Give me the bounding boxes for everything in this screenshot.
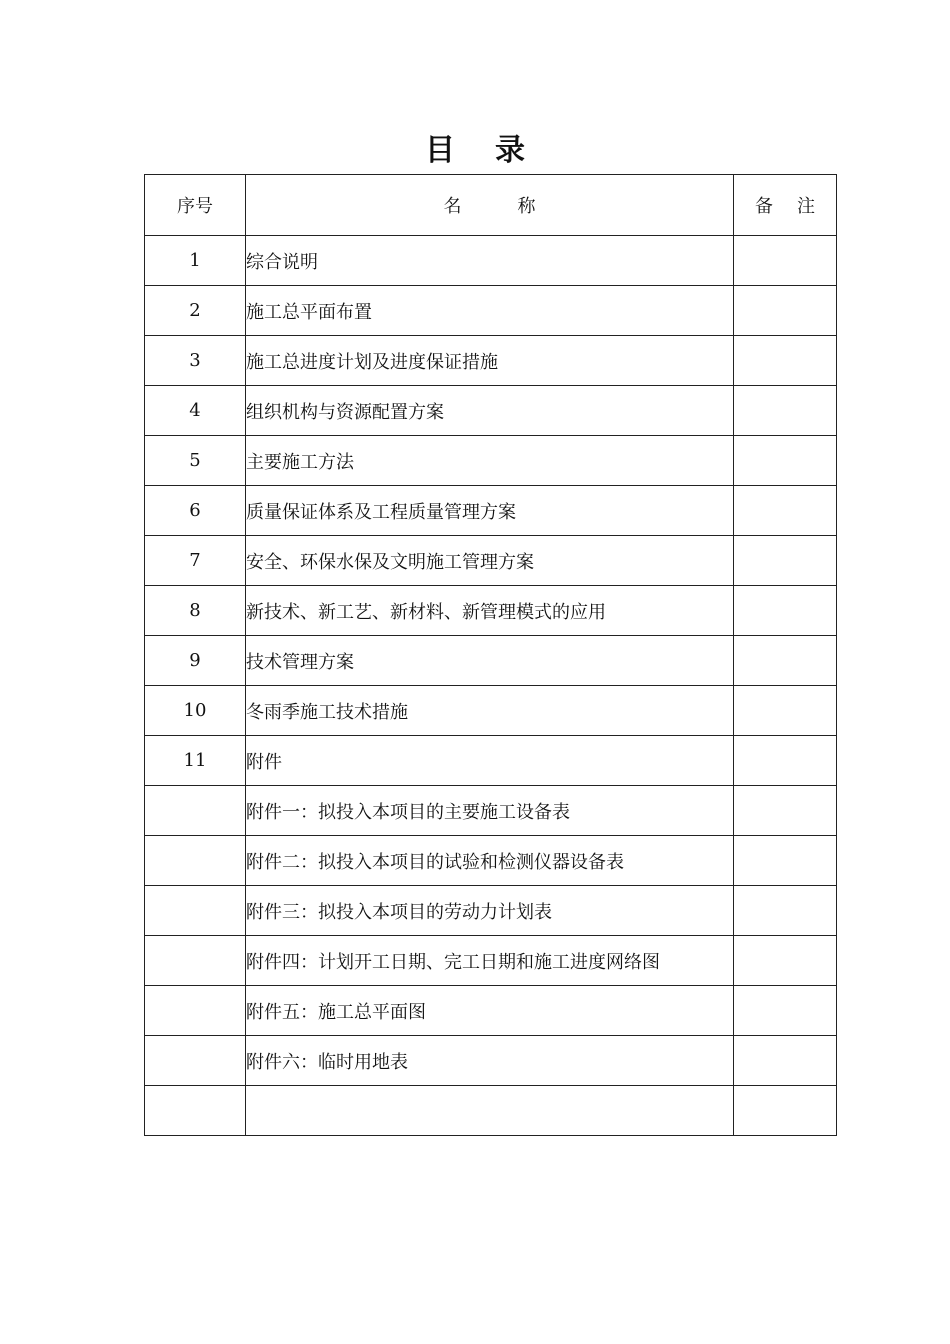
row-note — [734, 386, 837, 436]
row-note — [734, 336, 837, 386]
row-number: 1 — [145, 236, 246, 286]
row-title: 冬雨季施工技术措施 — [246, 686, 734, 736]
table-row — [145, 236, 837, 286]
row-note — [734, 786, 837, 836]
table-row — [145, 886, 837, 936]
table-row — [145, 736, 837, 786]
row-title: 附件四：计划开工日期、完工日期和施工进度网络图 — [246, 936, 734, 986]
header-name — [246, 175, 734, 236]
row-note — [734, 536, 837, 586]
row-note — [734, 286, 837, 336]
page-title — [0, 128, 950, 174]
row-number: 3 — [145, 336, 246, 386]
row-number: 9 — [145, 636, 246, 686]
title-char-2: 录 — [495, 133, 525, 168]
row-number — [145, 886, 246, 936]
row-number: 5 — [145, 436, 246, 486]
title-char-1: 目 — [425, 133, 455, 168]
row-title: 附件 — [246, 736, 734, 786]
row-title: 主要施工方法 — [246, 436, 734, 486]
table-row — [145, 686, 837, 736]
row-title: 综合说明 — [246, 236, 734, 286]
header-note — [734, 175, 837, 236]
row-title: 附件二：拟投入本项目的试验和检测仪器设备表 — [246, 836, 734, 886]
table-row — [145, 1086, 837, 1136]
table-row — [145, 286, 837, 336]
row-title: 附件一：拟投入本项目的主要施工设备表 — [246, 786, 734, 836]
table-row — [145, 436, 837, 486]
row-number: 7 — [145, 536, 246, 586]
row-number — [145, 936, 246, 986]
row-number: 2 — [145, 286, 246, 336]
row-note — [734, 886, 837, 936]
table-row — [145, 936, 837, 986]
row-number: 10 — [145, 686, 246, 736]
row-title: 新技术、新工艺、新材料、新管理模式的应用 — [246, 586, 734, 636]
row-note — [734, 636, 837, 686]
table-header-row — [145, 175, 837, 236]
row-title: 附件六：临时用地表 — [246, 1036, 734, 1086]
row-title: 组织机构与资源配置方案 — [246, 386, 734, 436]
table-row — [145, 586, 837, 636]
table-row — [145, 1036, 837, 1086]
row-title: 技术管理方案 — [246, 636, 734, 686]
table-of-contents — [144, 174, 837, 1136]
row-title: 附件五：施工总平面图 — [246, 986, 734, 1036]
row-note — [734, 836, 837, 886]
table-row — [145, 986, 837, 1036]
table-row — [145, 336, 837, 386]
table-row — [145, 836, 837, 886]
row-number — [145, 786, 246, 836]
table-row — [145, 636, 837, 686]
row-title: 施工总进度计划及进度保证措施 — [246, 336, 734, 386]
table-row — [145, 486, 837, 536]
header-no: 序号 — [145, 175, 246, 236]
row-note — [734, 986, 837, 1036]
row-number — [145, 836, 246, 886]
header-note-char-1: 备 — [755, 196, 773, 217]
row-note — [734, 936, 837, 986]
row-title: 附件三：拟投入本项目的劳动力计划表 — [246, 886, 734, 936]
row-note — [734, 736, 837, 786]
row-title: 施工总平面布置 — [246, 286, 734, 336]
table-row — [145, 536, 837, 586]
header-note-char-2: 注 — [797, 196, 815, 217]
header-name-char-1: 名 — [443, 196, 462, 217]
row-number — [145, 1086, 246, 1136]
row-number: 4 — [145, 386, 246, 436]
row-note — [734, 1036, 837, 1086]
row-note — [734, 686, 837, 736]
row-title: 质量保证体系及工程质量管理方案 — [246, 486, 734, 536]
row-note — [734, 436, 837, 486]
row-number: 11 — [145, 736, 246, 786]
row-number: 6 — [145, 486, 246, 536]
row-number — [145, 1036, 246, 1086]
row-number — [145, 986, 246, 1036]
table-row — [145, 386, 837, 436]
header-name-char-2: 称 — [517, 196, 536, 217]
row-note — [734, 236, 837, 286]
row-title — [246, 1086, 734, 1136]
row-title: 安全、环保水保及文明施工管理方案 — [246, 536, 734, 586]
row-number: 8 — [145, 586, 246, 636]
table-row — [145, 786, 837, 836]
row-note — [734, 1086, 837, 1136]
row-note — [734, 586, 837, 636]
row-note — [734, 486, 837, 536]
